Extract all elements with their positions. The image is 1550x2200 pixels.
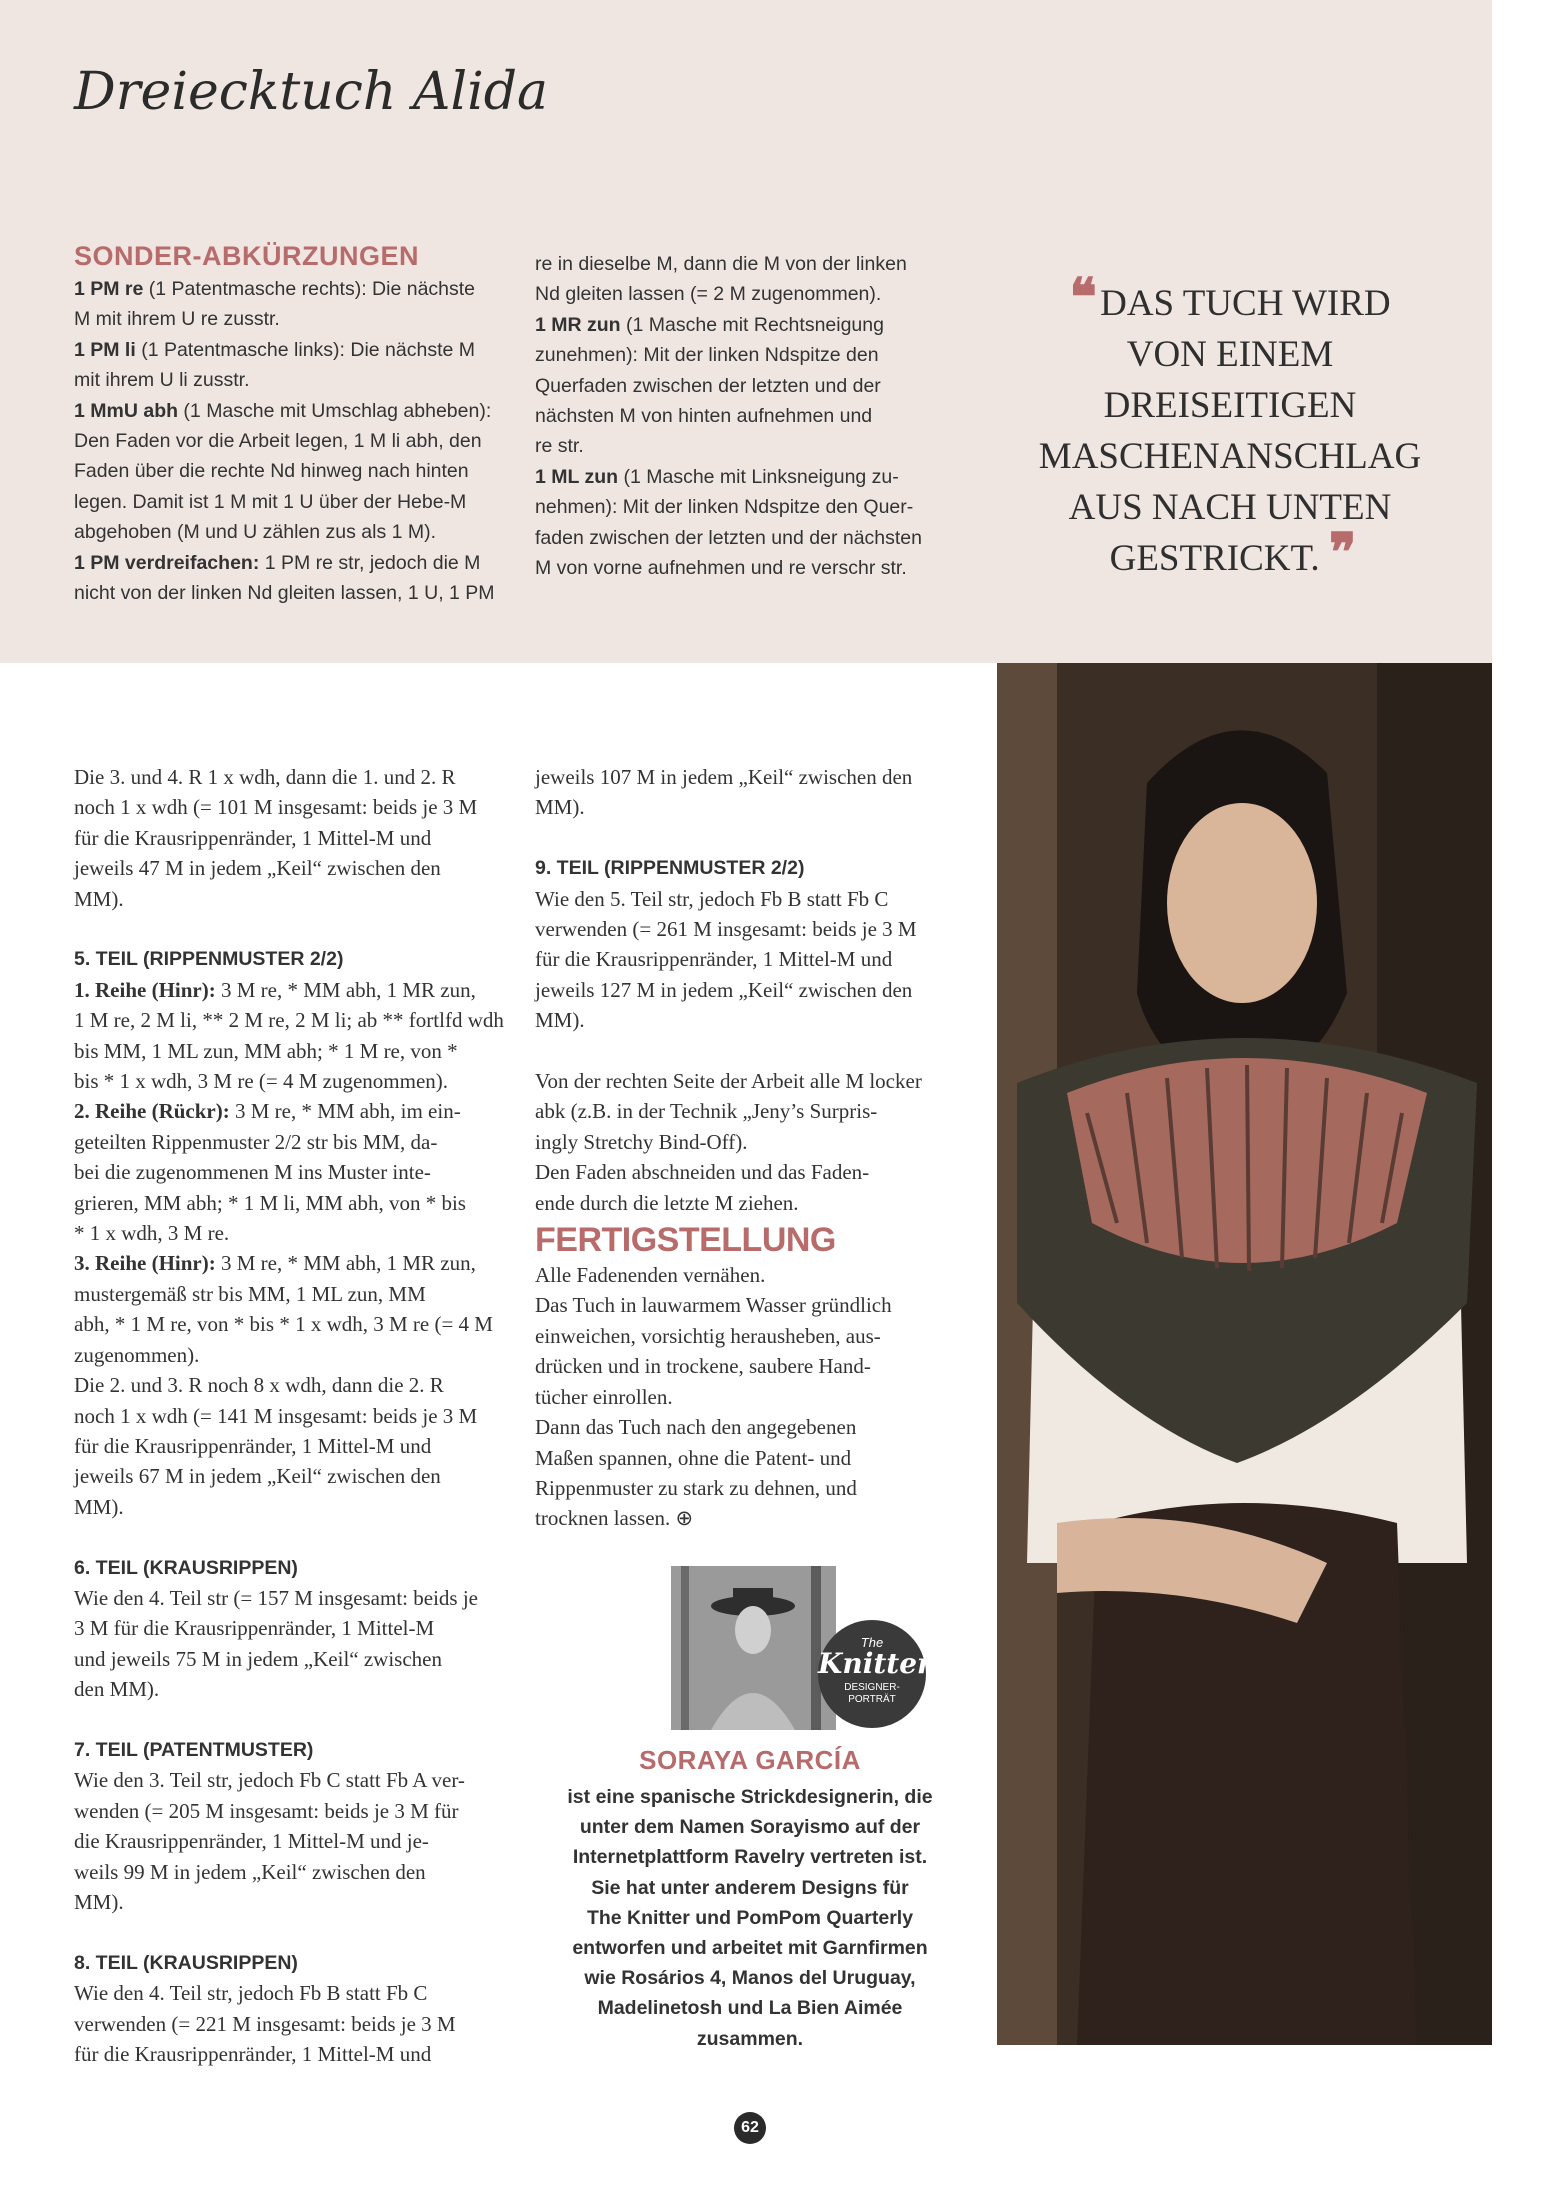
text-line [535, 1412, 975, 1442]
page-number: 62 [734, 2112, 766, 2144]
text-line [535, 1188, 975, 1218]
line-text: Wie den 4. Teil str, jedoch Fb B statt Fb C [74, 1981, 428, 2006]
section-heading: 9. TEIL (RIPPENMUSTER 2/2) [535, 857, 805, 880]
line-text: für die Krausrippenränder, 1 Mittel-M und [535, 947, 893, 972]
quote-line: DREISEITIGEN [1103, 385, 1357, 426]
text-line [535, 523, 985, 553]
section-heading: 7. TEIL (PATENTMUSTER) [74, 1738, 314, 1761]
section-heading: 5. TEIL (RIPPENMUSTER 2/2) [74, 948, 344, 971]
text-line [535, 1321, 975, 1351]
text-line [74, 1674, 514, 1704]
designer-photo [671, 1566, 836, 1730]
text-line [74, 274, 524, 304]
line-text: ende durch die letzte M ziehen. [535, 1190, 799, 1215]
text-line [535, 279, 985, 309]
text-line [535, 553, 985, 583]
line-text: (1 Patentmasche links): Die nächste M [135, 338, 476, 361]
text-line [74, 1887, 514, 1917]
line-text: noch 1 x wdh (= 141 M insgesamt: beids je 3 M [74, 1403, 478, 1428]
line-text: für die Krausrippenränder, 1 Mittel-M und [74, 2042, 432, 2066]
line-text: verwenden (= 261 M insgesamt: beids je 3 M [535, 917, 917, 942]
line-text: tücher einrollen. [535, 1384, 673, 1409]
bold-term: 1 PM verdreifachen: [74, 551, 260, 574]
line-text: legen. Damit ist 1 M mit 1 U über der Hebe-M [74, 490, 467, 513]
line-text: MM). [74, 1889, 124, 1914]
section-heading: 6. TEIL (KRAUSRIPPEN) [74, 1556, 298, 1579]
text-line [74, 548, 524, 578]
line-text: MM). [535, 1008, 585, 1033]
line-text: Nd gleiten lassen (= 2 M zugenommen). [535, 283, 882, 306]
line-text: und jeweils 75 M in jedem „Keil“ zwischen [74, 1646, 442, 1671]
line-text: Das Tuch in lauwarmem Wasser gründlich [535, 1293, 892, 1318]
line-text: Wie den 5. Teil str, jedoch Fb B statt Fb C [535, 886, 889, 911]
bio-line: zusammen. [696, 2027, 804, 2050]
bio-line: entworfen und arbeitet mit Garnfirmen [572, 1937, 928, 1960]
line-text: (1 Masche mit Rechtsneigung [620, 313, 884, 336]
text-line [535, 1473, 975, 1503]
text-line [74, 762, 514, 792]
line-text: Die 3. und 4. R 1 x wdh, dann die 1. und 2. R [74, 765, 456, 789]
bio-line: wie Rosários 4, Manos del Uruguay, [584, 1967, 916, 1990]
text-line [74, 1218, 514, 1248]
line-text: Querfaden zwischen der letzten und der [535, 374, 881, 397]
line-text: einweichen, vorsichtig herausheben, aus- [535, 1323, 881, 1348]
quote-open-icon: ❛❛ [1069, 270, 1091, 327]
text-line [535, 792, 975, 822]
text-line [74, 578, 524, 608]
text-line [74, 1279, 514, 1309]
quote-close-icon: ❜❜ [1328, 525, 1351, 582]
quote-line: AUS NACH UNTEN [1068, 487, 1392, 528]
line-text: 3 M für die Krausrippenränder, 1 Mittel-M [74, 1616, 435, 1641]
abbrev-column-1 [74, 240, 524, 608]
line-text: Von der rechten Seite der Arbeit alle M locker [535, 1069, 922, 1094]
designer-bio [552, 1782, 948, 2054]
text-line [74, 1066, 514, 1096]
quote-line: VON EINEM [1126, 334, 1334, 375]
text-line [74, 1127, 514, 1157]
text-line [74, 1431, 514, 1461]
text-line [74, 823, 514, 853]
line-text: zunehmen): Mit der linken Ndspitze den [535, 344, 879, 367]
text-line [74, 1461, 514, 1491]
bio-line: Sie hat unter anderem Designs für [591, 1876, 909, 1899]
line-text: nehmen): Mit der linken Ndspitze den Quer- [535, 496, 914, 519]
abbrev-column-2 [535, 249, 985, 583]
pull-quote [1020, 270, 1440, 584]
spacer [535, 823, 975, 853]
text-line [74, 1188, 514, 1218]
line-text: 1 PM re str, jedoch die M [259, 551, 481, 574]
line-text: Alle Fadenenden vernähen. [535, 1263, 766, 1288]
line-text: * 1 x wdh, 3 M re. [74, 1221, 230, 1246]
line-text: MM). [74, 1494, 124, 1519]
text-line [535, 975, 975, 1005]
line-text: für die Krausrippenränder, 1 Mittel-M und [74, 825, 432, 850]
line-text: noch 1 x wdh (= 101 M insgesamt: beids je 3 M [74, 795, 478, 820]
line-text: weils 99 M in jedem „Keil“ zwischen den [74, 1859, 426, 1884]
text-line [535, 1351, 975, 1381]
spacer [74, 1705, 514, 1735]
text-line [74, 335, 524, 365]
section-heading-large: FERTIGSTELLUNG [535, 1221, 836, 1260]
text-line [74, 2039, 514, 2069]
line-text: bis * 1 x wdh, 3 M re (= 4 M zugenommen). [74, 1069, 449, 1094]
text-line [74, 792, 514, 822]
text-line [74, 1370, 514, 1400]
line-text: MM). [535, 795, 585, 820]
bold-term: 1 PM li [74, 338, 136, 361]
line-text: wenden (= 205 M insgesamt: beids je 3 M für [74, 1798, 459, 1823]
text-line [74, 426, 524, 456]
quote-line: DAS TUCH WIRD [1100, 283, 1391, 324]
line-text: Maßen spannen, ohne die Patent- und [535, 1445, 852, 1470]
line-text: faden zwischen der letzten und der nächsten [535, 526, 923, 549]
text-line [74, 1857, 514, 1887]
text-line [74, 1613, 514, 1643]
model-photo-illustration [997, 663, 1492, 2045]
bold-term: 1 PM re [74, 278, 144, 300]
text-line [74, 1583, 514, 1613]
line-text: MM). [74, 886, 124, 911]
line-text: Dann das Tuch nach den angegebenen [535, 1415, 857, 1440]
abbrev-heading: SONDER-ABKÜRZUNGEN [74, 241, 419, 271]
text-line [535, 1066, 975, 1096]
line-text: geteilten Rippenmuster 2/2 str bis MM, da- [74, 1129, 438, 1154]
text-line [535, 1157, 975, 1187]
line-text: abgehoben (M und U zählen zus als 1 M). [74, 521, 437, 544]
line-text: jeweils 67 M in jedem „Keil“ zwischen den [74, 1464, 441, 1489]
text-line [74, 884, 514, 914]
text-line [74, 396, 524, 426]
text-line [535, 310, 985, 340]
bold-term: 2. Reihe (Rückr): [74, 1099, 230, 1124]
spacer [535, 1036, 975, 1066]
text-line [535, 1127, 975, 1157]
text-line [74, 853, 514, 883]
designer-name: SORAYA GARCÍA [639, 1745, 861, 1775]
line-text: Wie den 4. Teil str (= 157 M insgesamt: beids je [74, 1585, 478, 1610]
line-text: abk (z.B. in der Technik „Jeny’s Surpris- [535, 1099, 878, 1124]
text-line [74, 1005, 514, 1035]
bold-term: 1 ML zun [535, 465, 619, 488]
bold-term: 1 MmU abh [74, 399, 179, 422]
line-text: mustergemäß str bis MM, 1 ML zun, MM [74, 1281, 426, 1306]
text-line [74, 1340, 514, 1370]
line-text: (1 Patentmasche rechts): Die nächste [143, 278, 476, 300]
quote-text [1039, 283, 1421, 579]
text-line [535, 401, 985, 431]
text-line [535, 944, 975, 974]
text-line [535, 762, 975, 792]
instructions-column-1 [74, 762, 514, 2069]
text-line [535, 431, 985, 461]
line-text: den MM). [74, 1677, 160, 1702]
text-line [74, 1248, 514, 1278]
badge-the-label: The [860, 1635, 884, 1650]
line-text: für die Krausrippenränder, 1 Mittel-M und [74, 1433, 432, 1458]
line-text: Rippenmuster zu stark zu dehnen, und [535, 1475, 857, 1500]
line-text: trocknen lassen. ⊕ [535, 1506, 694, 1531]
badge-portrait-label: PORTRÄT [848, 1694, 896, 1705]
line-text: abh, * 1 M re, von * bis * 1 x wdh, 3 M re (= 4 M [74, 1312, 493, 1337]
designer-photo-illustration [671, 1566, 836, 1730]
bio-line: The Knitter und PomPom Quarterly [586, 1906, 914, 1929]
line-text: M von vorne aufnehmen und re verschr str. [535, 557, 907, 580]
line-text: Den Faden vor die Arbeit legen, 1 M li abh, den [74, 430, 482, 453]
the-knitter-badge [818, 1620, 932, 1728]
text-line [74, 1826, 514, 1856]
line-text: Den Faden abschneiden und das Faden- [535, 1160, 870, 1185]
model-photo [997, 663, 1492, 2045]
text-line [74, 1765, 514, 1795]
line-text: jeweils 107 M in jedem „Keil“ zwischen den [535, 765, 913, 789]
line-text: M mit ihrem U re zusstr. [74, 308, 280, 331]
text-line [74, 517, 524, 547]
spacer [74, 1917, 514, 1947]
line-text: 3 M re, * MM abh, 1 MR zun, [215, 977, 476, 1002]
text-line [535, 249, 985, 279]
bold-term: 3. Reihe (Hinr): [74, 1251, 216, 1276]
line-text: verwenden (= 221 M insgesamt: beids je 3 M [74, 2011, 456, 2036]
line-text: die Krausrippenränder, 1 Mittel-M und je- [74, 1829, 429, 1854]
badge-designer-label: DESIGNER- [844, 1682, 900, 1693]
line-text: bis MM, 1 ML zun, MM abh; * 1 M re, von * [74, 1038, 458, 1063]
line-text: Wie den 3. Teil str, jedoch Fb C statt Fb A ver- [74, 1768, 465, 1793]
bio-line: unter dem Namen Sorayismo auf der [579, 1816, 921, 1839]
line-text: re in dieselbe M, dann die M von der linken [535, 253, 907, 275]
text-line [535, 1096, 975, 1126]
text-line [535, 884, 975, 914]
line-text: Faden über die rechte Nd hinweg nach hinten [74, 460, 469, 483]
section-heading: 8. TEIL (KRAUSRIPPEN) [74, 1951, 298, 1974]
line-text: jeweils 47 M in jedem „Keil“ zwischen den [74, 856, 441, 881]
line-text: bei die zugenommenen M ins Muster inte- [74, 1160, 431, 1185]
line-text: Die 2. und 3. R noch 8 x wdh, dann die 2. R [74, 1373, 444, 1398]
quote-line: MASCHENANSCHLAG [1038, 436, 1422, 477]
text-line [535, 914, 975, 944]
line-text: ingly Stretchy Bind-Off). [535, 1129, 748, 1154]
spacer [74, 1522, 514, 1552]
text-line [535, 1260, 975, 1290]
line-text: grieren, MM abh; * 1 M li, MM abh, von * bis [74, 1190, 466, 1215]
text-line [74, 1096, 514, 1126]
page-title: Dreiecktuch Alida [74, 62, 548, 122]
text-line [74, 1978, 514, 2008]
text-line [535, 1005, 975, 1035]
line-text: 1 M re, 2 M li, ** 2 M re, 2 M li; ab ** fortlfd wdh [74, 1008, 504, 1033]
text-line [74, 365, 524, 395]
instructions-column-2 [535, 762, 975, 1534]
line-text: drücken und in trockene, saubere Hand- [535, 1354, 871, 1379]
line-text: 3 M re, * MM abh, im ein- [229, 1099, 461, 1124]
text-line [74, 1157, 514, 1187]
text-line [74, 1309, 514, 1339]
bio-line: ist eine spanische Strickdesignerin, die [567, 1786, 933, 1808]
text-line [74, 2009, 514, 2039]
text-line [535, 1290, 975, 1320]
line-text: (1 Masche mit Umschlag abheben): [178, 399, 492, 422]
text-line [535, 371, 985, 401]
text-line [74, 1492, 514, 1522]
bold-term: 1 MR zun [535, 313, 621, 336]
text-line [535, 1443, 975, 1473]
text-line [535, 340, 985, 370]
text-line [74, 1644, 514, 1674]
text-line [535, 492, 985, 522]
quote-line: GESTRICKT. [1109, 538, 1320, 579]
text-line [74, 1401, 514, 1431]
bold-term: 1. Reihe (Hinr): [74, 977, 216, 1002]
line-text: mit ihrem U li zusstr. [74, 369, 250, 392]
text-line [535, 462, 985, 492]
line-text: re str. [535, 435, 584, 458]
line-text: nicht von der linken Nd gleiten lassen, 1 U, 1 PM [74, 582, 495, 605]
text-line [535, 1503, 975, 1533]
text-line [74, 1796, 514, 1826]
text-line [74, 975, 514, 1005]
text-line [74, 1036, 514, 1066]
bio-line: Madelinetosh und La Bien Aimée [597, 1997, 903, 2020]
bio-line: Internetplattform Ravelry vertreten ist. [572, 1846, 928, 1869]
text-line [74, 456, 524, 486]
line-text: (1 Masche mit Linksneigung zu- [618, 465, 899, 488]
text-line [74, 304, 524, 334]
line-text: nächsten M von hinten aufnehmen und [535, 405, 873, 428]
line-text: 3 M re, * MM abh, 1 MR zun, [215, 1251, 476, 1276]
text-line [535, 1382, 975, 1412]
line-text: zugenommen). [74, 1342, 200, 1367]
badge-brand-label: Knitter [818, 1647, 932, 1680]
spacer [74, 914, 514, 944]
line-text: jeweils 127 M in jedem „Keil“ zwischen den [535, 977, 913, 1002]
text-line [74, 487, 524, 517]
